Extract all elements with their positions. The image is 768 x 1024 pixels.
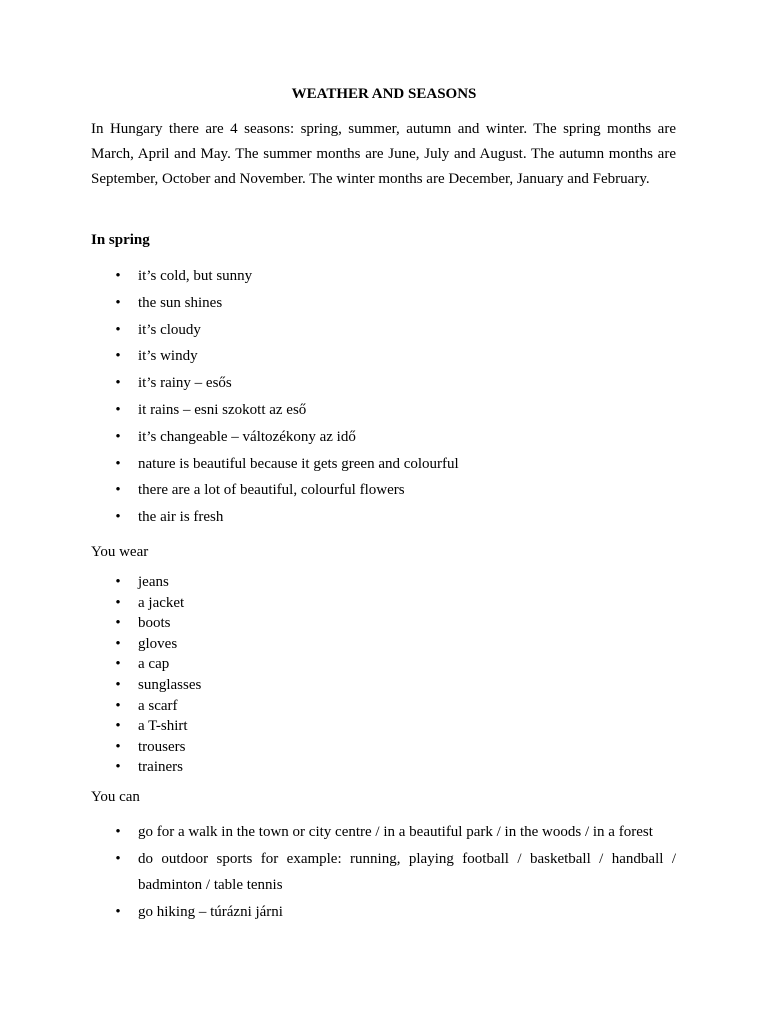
list-item-text: sunglasses [138,676,202,693]
bullet-icon: • [115,738,121,755]
list-item [91,593,676,614]
intro-paragraph: In Hungary there are 4 seasons: spring, summer, autumn and winter. The spring months are March, April and May. The summer months are June, July and August. The autumn months are September, October and November. The winter months are December, January and February. [91,121,676,187]
list-item [91,634,676,655]
list-item [91,846,676,898]
list-item [91,374,676,392]
list-item-text: go hiking – túrázni járni [138,904,283,920]
list-item-text: nature is beautiful because it gets green and colourful [138,455,459,472]
list-item [91,481,676,499]
list-item-text: the air is fresh [138,509,224,526]
spring-list [91,267,676,535]
list-item [91,737,676,758]
can-list [91,819,676,926]
list-item [91,508,676,526]
list-item [91,899,676,925]
list-item [91,455,676,473]
bullet-icon: • [115,428,121,445]
list-item-text: it’s windy [138,348,198,365]
bullet-icon: • [115,697,121,714]
list-item-text: it’s cloudy [138,321,201,338]
list-item-text: a cap [138,656,170,673]
list-item-text: go for a walk in the town or city centre / in a beautiful park / in the woods / in a forest [138,824,653,840]
list-item-text: it’s rainy – esős [138,375,232,392]
list-item [91,572,676,593]
list-item [91,321,676,339]
bullet-icon: • [115,401,121,418]
bullet-icon: • [115,615,121,632]
bullet-icon: • [115,348,121,365]
wear-heading: You wear [91,544,149,560]
list-item [91,716,676,737]
bullet-icon: • [115,718,121,735]
list-item [91,757,676,778]
can-heading: You can [91,789,140,805]
list-item [91,347,676,365]
bullet-icon: • [115,509,121,526]
bullet-icon: • [115,676,121,693]
document-title: WEATHER AND SEASONS [291,86,477,102]
list-item-text: do outdoor sports for example: running, playing football / basketball / handball / badminton / table tennis [138,851,676,893]
list-item-text: boots [138,615,171,632]
bullet-icon: • [115,594,121,611]
list-item-text: it’s changeable – változékony az idő [138,428,356,445]
bullet-icon: • [115,375,121,392]
list-item-text: trainers [138,759,183,776]
bullet-icon: • [115,635,121,652]
list-item-text: the sun shines [138,294,223,311]
list-item [91,428,676,446]
bullet-icon: • [115,268,121,284]
list-item [91,294,676,312]
list-item [91,819,676,845]
bullet-icon: • [115,851,121,867]
bullet-icon: • [115,574,121,590]
bullet-icon: • [115,482,121,499]
list-item-text: there are a lot of beautiful, colourful flowers [138,482,405,499]
list-item-text: a jacket [138,594,185,611]
list-item-text: it rains – esni szokott az eső [138,401,307,418]
list-item-text: it’s cold, but sunny [138,268,253,284]
bullet-icon: • [115,455,121,472]
list-item-text: gloves [138,635,178,652]
spring-heading: In spring [91,232,150,248]
bullet-icon: • [115,321,121,338]
list-item-text: a scarf [138,697,178,714]
bullet-icon: • [115,824,121,840]
list-item [91,675,676,696]
list-item-text: jeans [138,574,169,590]
bullet-icon: • [115,759,121,776]
list-item [91,696,676,717]
bullet-icon: • [115,904,121,920]
list-item [91,267,676,285]
list-item [91,613,676,634]
list-item-text: trousers [138,738,186,755]
bullet-icon: • [115,294,121,311]
wear-list [91,572,676,778]
list-item [91,401,676,419]
list-item [91,654,676,675]
bullet-icon: • [115,656,121,673]
list-item-text: a T-shirt [138,718,188,735]
